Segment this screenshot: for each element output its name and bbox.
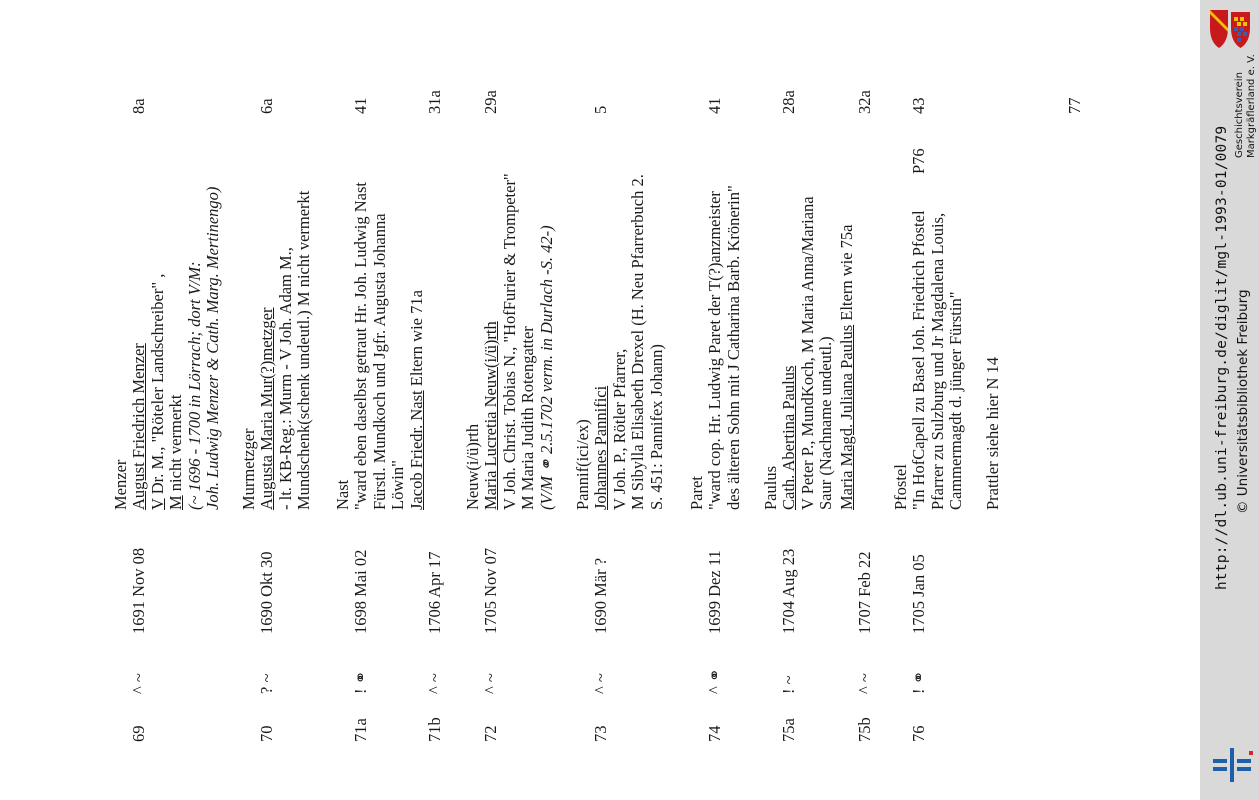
entry-reference: 41 [351,97,370,114]
entry-text: des älteren Sohn mit J Catharina Barb. Krönerin" [723,185,743,510]
entry-text: Pfostel [891,464,910,510]
entry-text: V Joh. P., Rötler Pfarrer, [609,348,629,510]
entry-number: 73 [591,725,610,742]
entry-text: Murmetzger [239,428,258,510]
entry-text: Prattler siehe hier N 14 [983,356,1002,510]
entry-number: 71a [351,718,370,742]
entry-symbols: ^ ~ [129,673,148,694]
entry-symbols: ! ~ [779,675,798,694]
document-url[interactable]: http://dl.ub.uni-freiburg.de/diglit/mgl-1993-01/0079 [1214,125,1230,590]
entry-symbols: ^ ~ [425,673,444,694]
entry-text: (V/M ⚭ 2.5.1702 verm. in Durlach -S. 42-) [536,225,556,510]
entry-symbols: ! ⚭ [909,670,928,694]
entry-date: 1705 Nov 07 [481,547,500,634]
page-number-text: 77 [1065,97,1084,114]
entry-number: 71b [425,717,444,742]
entry-date: 1707 Feb 22 [855,551,874,634]
entry-text: Mundschenk(schenk undeutl.) M nicht vermerkt [294,190,314,510]
entry-text: V Joh. Christ. Tobias N., "HofFurier & Trompeter" [499,173,519,510]
entry-reference: 32a [855,90,874,114]
entry-date: 1691 Nov 08 [129,547,148,634]
entry-reference: 41 [705,97,724,114]
entry-text: Menzer [111,459,130,510]
entry-number: 76 [909,725,928,742]
entry-text: Johannes Pannifici [591,385,611,510]
entry-symbols: ^ ~ [855,673,874,694]
entry-text [408,290,426,510]
entry-symbols: ? ~ [257,673,276,694]
entry-text: Saur (Nachname undeutl.) [816,336,836,510]
text-fragment: V [147,498,167,510]
entry-number: 75a [779,718,798,742]
entry-text: "In HofCapell zu Basel Joh. Friedrich Pfostel [909,210,929,510]
society-crest-icon [1206,8,1254,50]
entry-date: 1698 Mai 02 [351,549,370,634]
entry-text: "ward eben daselbst getraut Hr. Joh. Ludwig Nast [351,182,371,510]
entry-text: August Friedrich Menzer [129,343,149,510]
entry-text: Joh. Ludwig Menzer & Cath. Marg. Mertinengo) [203,186,222,510]
society-name-line1: Geschichtsverein [1234,72,1245,158]
entry-reference: 5 [591,105,610,114]
entry-reference: 31a [425,90,444,114]
sidebar [1200,0,1259,800]
entry-date: 1705 Jan 05 [909,554,928,634]
entry-symbols: ^ ~ [591,673,610,694]
entry-date: 1704 Aug 23 [779,548,798,634]
entry-date: 1690 Mär ? [591,557,610,634]
text-fragment: Maria Magd. Juliana Paulus [837,324,856,510]
entry-text: Paret [687,476,706,510]
entry-number: 75b [855,717,874,742]
entry-text: Fürstl. Mundkoch und Jgfr. Augusta Johanna [369,213,389,510]
entry-text: Maria Lucretia Neuw(i/ü)rth [481,321,501,510]
text-fragment: Eltern wie 71a [407,290,426,391]
entry-text: M Sibylla Elisabeth Drexel (H. Neu Pfarrerbuch 2. [628,174,648,510]
entry-text: Nast [333,479,352,510]
entry-reference: 43 [909,97,928,114]
entry-page-ref: P76 [909,148,928,174]
entry-text [149,274,167,510]
entry-reference: 6a [257,98,276,114]
entry-text: (~ 1696 - 1700 in Lörrach; dort V/M: [184,261,204,510]
entry-date: 1690 Okt 30 [257,551,276,634]
entry-text: V Peter P., MundKoch, M Maria Anna/Mariana [797,196,817,510]
entry-symbols: ! ⚭ [351,670,370,694]
entry-text: Cath. Abertina Paulus [779,365,799,510]
entry-number: 74 [705,725,724,742]
text-fragment: Eltern wie 75a [837,224,856,325]
entry-text: M Maria Judith Rotengatter [518,326,538,510]
text-fragment: M [166,495,186,510]
entry-symbols: ^ ~ [481,673,500,694]
entry-text: "ward cop. Hr. Ludwig Paret der T(?)anzmeister [705,191,725,510]
society-name-line2: Markgräflerland e. V. [1246,54,1257,158]
entry-reference: 29a [481,90,500,114]
entry-text: Löwin" [388,460,408,510]
library-credit: © Universitätsbibliothek Freiburg [1235,289,1251,514]
entry-text: Neuw(i/ü)rth [463,423,482,510]
text-fragment: nicht vermerkt [166,394,186,496]
entry-number: 70 [257,725,276,742]
entry-date: 1699 Dez 11 [705,550,724,634]
entry-number: 69 [129,725,148,742]
entry-reference: 28a [779,90,798,114]
text-fragment: Dr. M., "Röteler Landschreiber" , [147,273,167,499]
entry-text: Paulus [761,465,780,510]
entry-text: Augusta Maria Mur(?)metzger [257,307,277,510]
entry-date: 1706 Apr 17 [425,551,444,634]
entry-text: Pfarrer zu Sulzburg und Jr Magdalena Louis, [927,212,947,510]
entry-text [167,395,185,510]
text-fragment: Jacob Friedr. Nast [407,390,426,510]
entry-reference: 8a [129,98,148,114]
entry-text: Cammermagdt d. jünger Fürstin" [946,291,966,510]
entry-text [838,225,856,510]
entry-text: - lt. KB-Reg.: Murm - V Joh. Adam M., [275,247,295,510]
sidebar-rotated-text [1200,0,1259,800]
university-library-logo-icon [1209,745,1255,785]
entry-text: S. 451: Pannifex Johann) [646,344,666,510]
entry-symbols: ^ ⚭ [705,668,724,694]
entry-text: Pannif(ici/ex) [573,419,592,510]
entry-number: 72 [481,725,500,742]
